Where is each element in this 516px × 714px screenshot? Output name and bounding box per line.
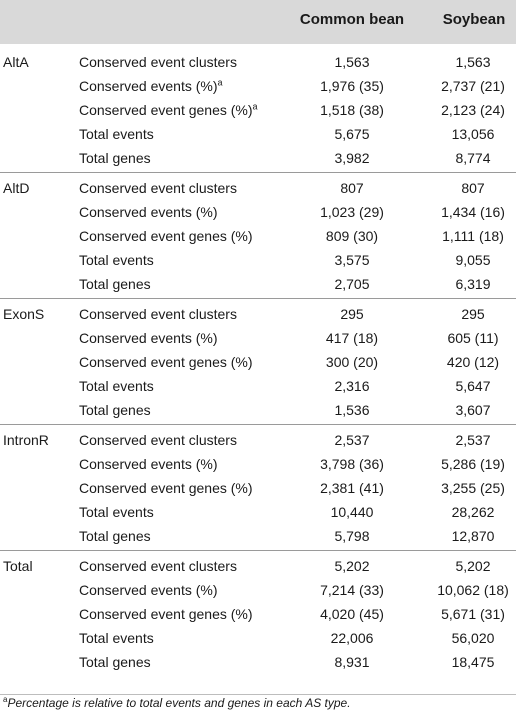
cell-soybean: 18,475 [451,654,495,670]
cell-common-bean: 809 (30) [325,228,379,244]
cell-common-bean: 2,705 [334,276,370,292]
row-label [79,200,218,224]
table-row [0,428,516,452]
row-label-text: Conserved event genes (%) [79,102,253,118]
row-label [79,626,154,650]
cell-common-bean: 5,798 [334,528,370,544]
row-label-text: Conserved event clusters [79,306,237,322]
table-row [0,50,516,74]
table-row [0,398,516,422]
row-label [79,146,151,170]
row-label [79,326,218,350]
cell-soybean: 6,319 [455,276,491,292]
row-label-text: Total genes [79,402,151,418]
footnote-ref: a [217,77,223,88]
cell-common-bean: 2,537 [334,432,370,448]
section-divider [0,424,516,425]
row-label-text: Total events [79,126,154,142]
section-label: AltA [3,54,29,70]
row-label-text: Conserved events (%) [79,582,218,598]
cell-soybean: 9,055 [455,252,491,268]
cell-common-bean: 3,982 [334,150,370,166]
cell-soybean: 13,056 [451,126,495,142]
cell-common-bean: 3,575 [334,252,370,268]
table-row [0,200,516,224]
cell-soybean: 807 [461,180,485,196]
row-label [79,428,237,452]
row-label-text: Conserved events (%) [79,78,218,94]
row-label-text: Conserved events (%) [79,456,218,472]
footnote-marker: a [3,695,8,704]
column-header-common-bean: Common bean [299,11,405,28]
table-row [0,224,516,248]
cell-common-bean: 295 [340,306,364,322]
table-row [0,602,516,626]
table-row [0,98,516,122]
cell-soybean: 420 (12) [446,354,500,370]
row-label-text: Conserved event genes (%) [79,606,253,622]
footnote-divider [0,694,516,695]
row-label-text: Total genes [79,276,151,292]
row-label [79,524,151,548]
cell-soybean: 2,123 (24) [441,102,505,118]
table-row [0,626,516,650]
table-section [0,50,516,170]
row-label-text: Total events [79,378,154,394]
table-row [0,74,516,98]
cell-soybean: 8,774 [455,150,491,166]
cell-common-bean: 1,518 (38) [320,102,384,118]
cell-soybean: 295 [461,306,485,322]
row-label-text: Conserved event genes (%) [79,480,253,496]
row-label-text: Conserved event genes (%) [79,354,253,370]
cell-common-bean: 417 (18) [325,330,379,346]
row-label [79,176,237,200]
cell-common-bean: 2,316 [334,378,370,394]
row-label [79,302,237,326]
column-header-soybean: Soybean [442,11,506,28]
table-section [0,428,516,548]
cell-soybean: 10,062 (18) [437,582,509,598]
row-label [79,74,223,98]
section-divider [0,550,516,551]
cell-common-bean: 2,381 (41) [320,480,384,496]
table-row [0,524,516,548]
cell-common-bean: 10,440 [330,504,374,520]
section-label: ExonS [3,306,45,322]
table-row [0,326,516,350]
table-row [0,122,516,146]
cell-soybean: 1,434 (16) [441,204,505,220]
table-row [0,248,516,272]
section-label: AltD [3,180,30,196]
row-label-text: Conserved event clusters [79,180,237,196]
table-row [0,500,516,524]
cell-soybean: 5,671 (31) [441,606,505,622]
row-label [79,554,237,578]
cell-common-bean: 22,006 [330,630,374,646]
cell-common-bean: 1,536 [334,402,370,418]
table-section [0,302,516,422]
section-label: IntronR [3,432,49,448]
cell-soybean: 3,607 [455,402,491,418]
row-label-text: Total events [79,630,154,646]
cell-soybean: 28,262 [451,504,495,520]
cell-common-bean: 3,798 (36) [320,456,384,472]
cell-soybean: 605 (11) [447,330,499,346]
row-label [79,398,151,422]
cell-soybean: 56,020 [451,630,495,646]
row-label-text: Conserved event clusters [79,54,237,70]
row-label-text: Conserved event genes (%) [79,228,253,244]
table-row [0,350,516,374]
cell-soybean: 2,537 [455,432,491,448]
section-divider [0,298,516,299]
table-row [0,650,516,674]
row-label-text: Total events [79,252,154,268]
table-row [0,452,516,476]
section-label: Total [3,558,33,574]
row-label-text: Conserved event clusters [79,432,237,448]
table-row [0,578,516,602]
row-label [79,50,237,74]
table-row [0,554,516,578]
table-section [0,176,516,296]
cell-soybean: 5,286 (19) [441,456,505,472]
table-row [0,476,516,500]
table-row [0,146,516,170]
cell-common-bean: 4,020 (45) [320,606,384,622]
cell-soybean: 2,737 (21) [441,78,505,94]
cell-soybean: 5,647 [455,378,491,394]
cell-common-bean: 807 [340,180,364,196]
row-label [79,650,151,674]
row-label-text: Total events [79,504,154,520]
footnote [3,696,351,710]
row-label-text: Total genes [79,150,151,166]
row-label [79,452,218,476]
footnote-text: Percentage is relative to total events and genes in each AS type. [7,696,351,710]
table-section [0,554,516,674]
cell-common-bean: 7,214 (33) [320,582,384,598]
row-label-text: Conserved event clusters [79,558,237,574]
row-label-text: Conserved events (%) [79,204,218,220]
row-label-text: Total genes [79,528,151,544]
table-row [0,302,516,326]
row-label [79,602,253,626]
row-label [79,350,253,374]
footnote-ref: a [252,101,258,112]
cell-common-bean: 1,563 [334,54,370,70]
section-divider [0,172,516,173]
cell-common-bean: 300 (20) [325,354,379,370]
cell-common-bean: 5,675 [334,126,370,142]
cell-common-bean: 5,202 [334,558,370,574]
row-label [79,98,258,122]
table-header [0,0,516,44]
row-label [79,224,253,248]
row-label [79,248,154,272]
cell-soybean: 1,563 [455,54,491,70]
row-label [79,578,218,602]
cell-soybean: 12,870 [451,528,495,544]
row-label-text: Conserved events (%) [79,330,218,346]
table-row [0,374,516,398]
row-label [79,272,151,296]
row-label [79,500,154,524]
table-row [0,176,516,200]
row-label [79,374,154,398]
row-label-text: Total genes [79,654,151,670]
cell-soybean: 3,255 (25) [441,480,505,496]
cell-common-bean: 1,976 (35) [320,78,384,94]
row-label [79,476,253,500]
cell-soybean: 5,202 [455,558,491,574]
table-row [0,272,516,296]
row-label [79,122,154,146]
cell-soybean: 1,111 (18) [442,228,504,244]
cell-common-bean: 1,023 (29) [320,204,384,220]
cell-common-bean: 8,931 [334,654,370,670]
